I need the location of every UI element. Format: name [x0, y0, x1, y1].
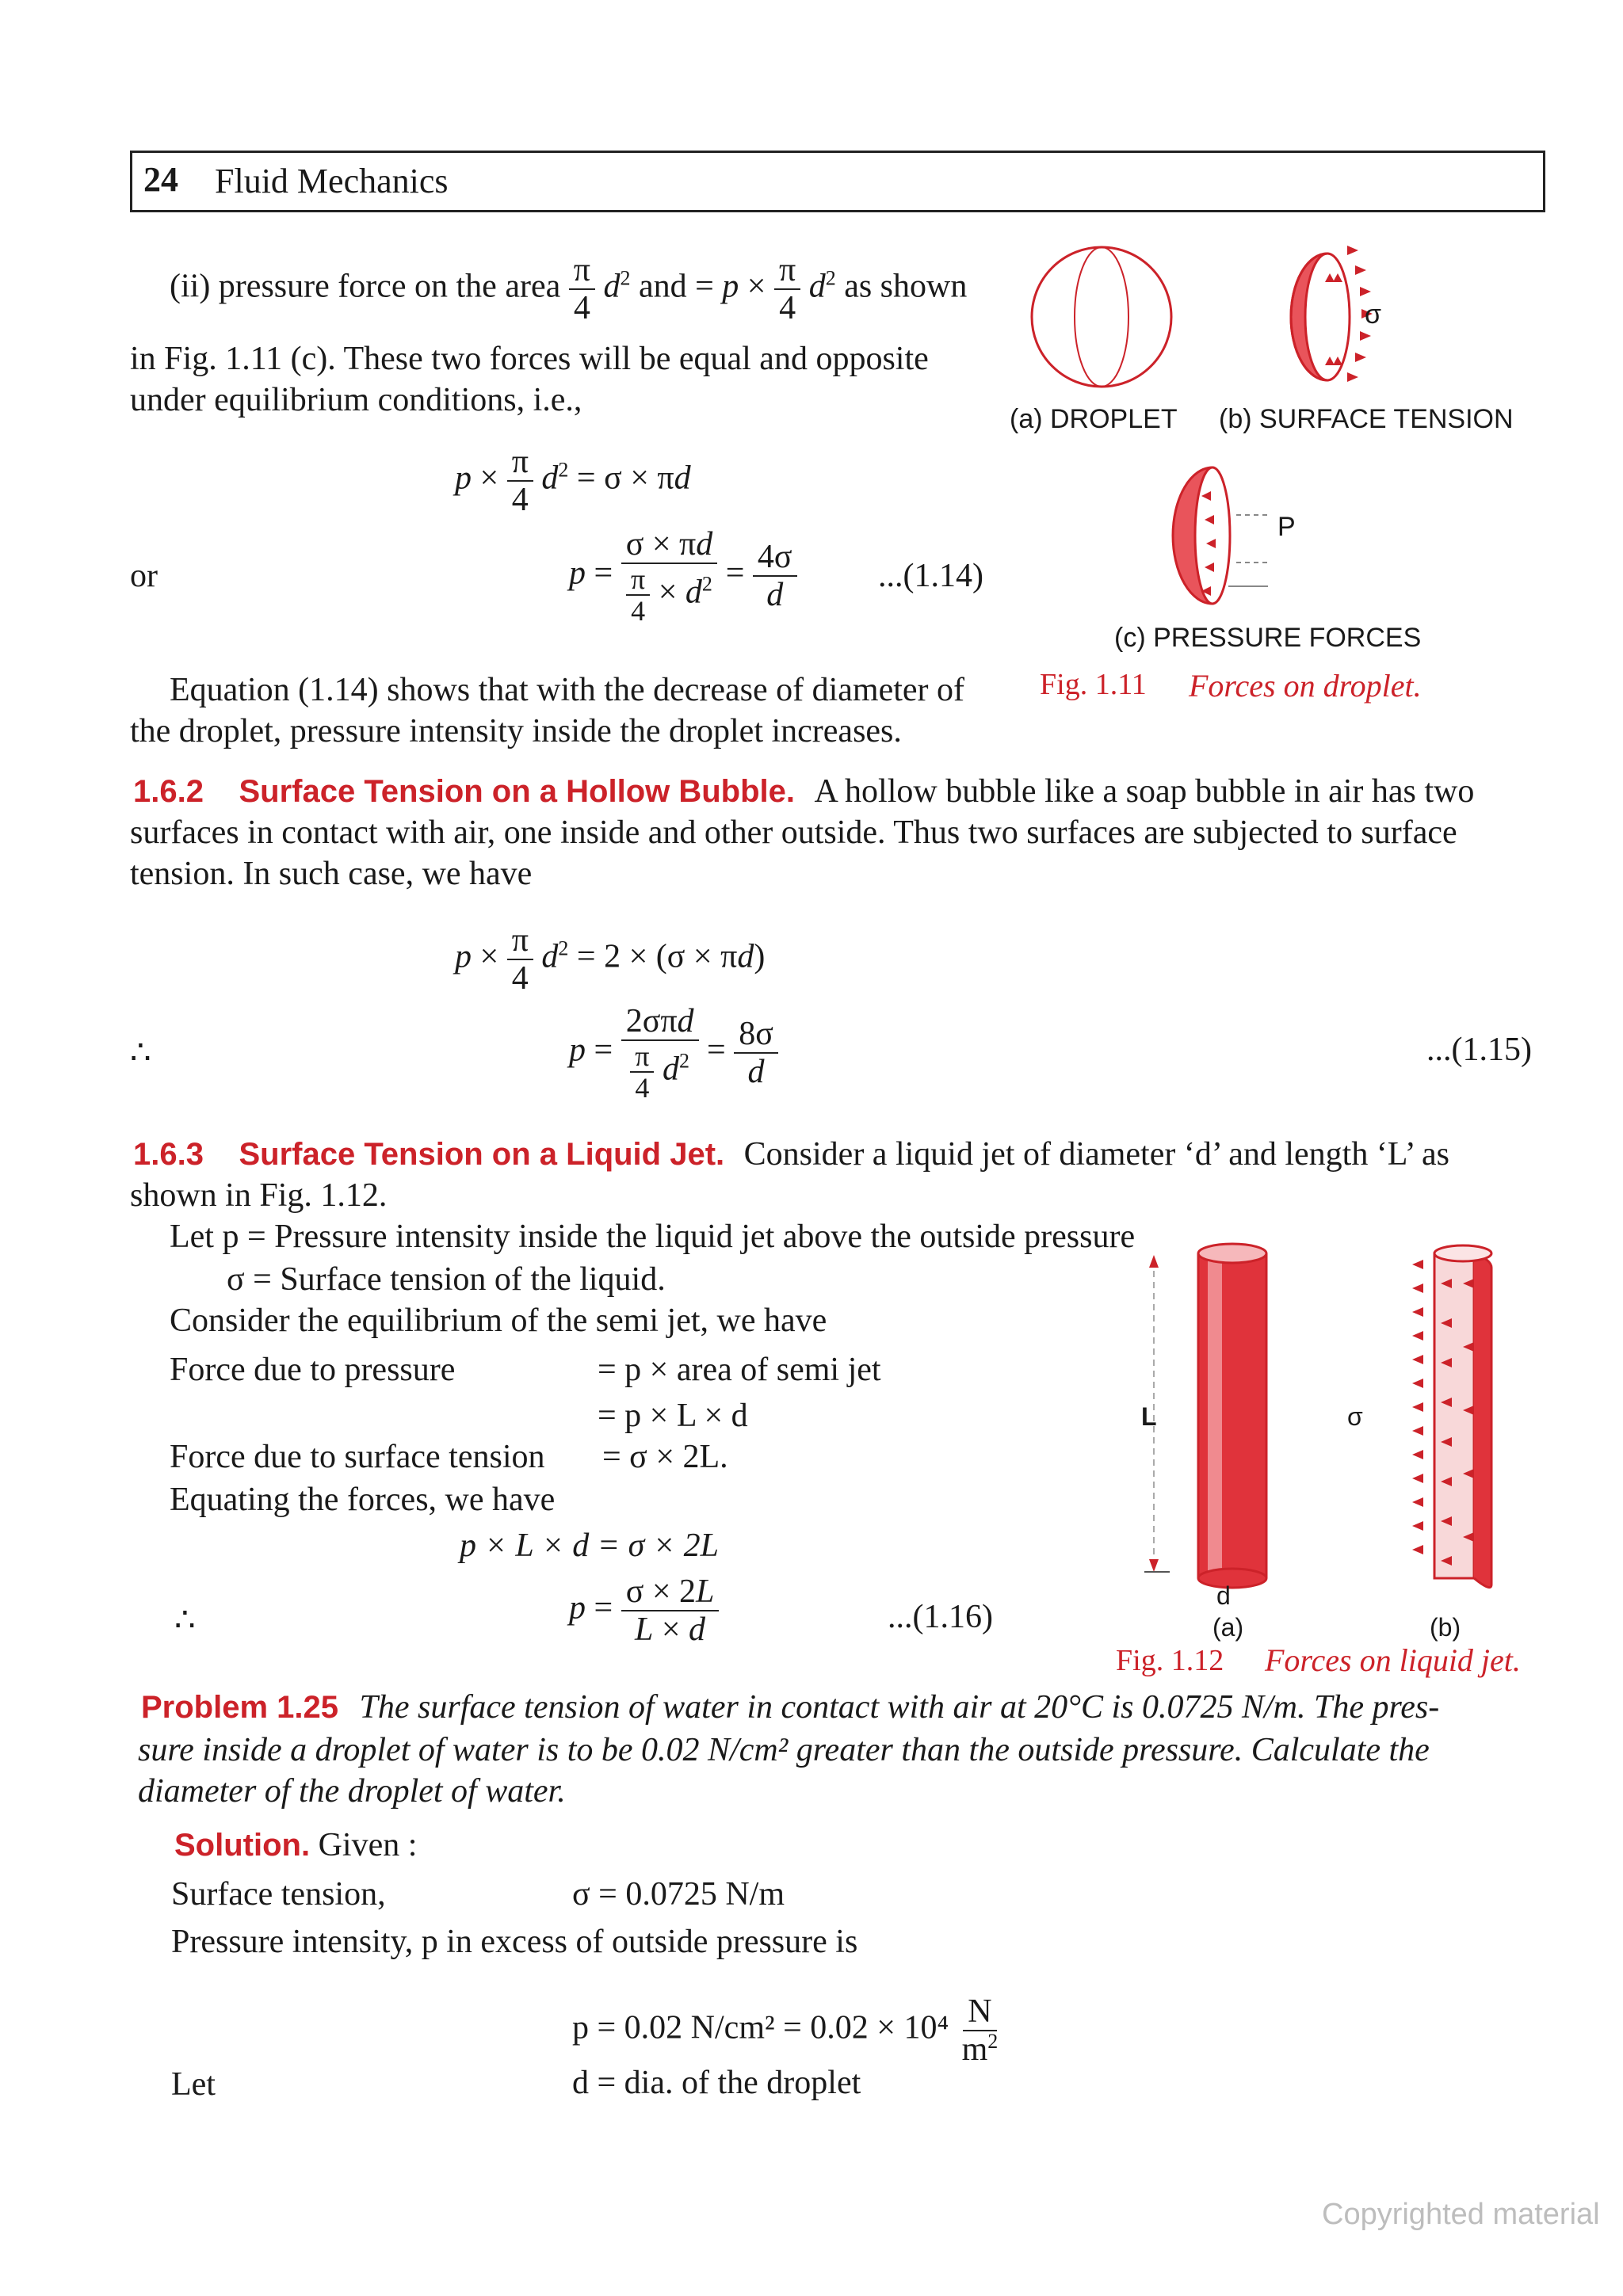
problem-text-1: The surface tension of water in contact with air at 20°C is 0.0725 N/m. The pres- [359, 1689, 1440, 1726]
book-title: Fluid Mechanics [215, 162, 449, 200]
section-1-6-3-title: Surface Tension on a Liquid Jet. [239, 1137, 725, 1172]
therefore-1-16: ∴ [174, 1602, 196, 1638]
consider-line: Consider the equilibrium of the semi jet, we have [170, 1302, 827, 1339]
fig-1-12-diagram [1125, 1236, 1553, 1608]
surface-tension-label: Surface tension, [171, 1876, 386, 1913]
therefore-1-15: ∴ [130, 1035, 151, 1071]
equation-1-15-tag: ...(1.15) [1426, 1032, 1532, 1068]
pressure-value-text: p = 0.02 N/cm² = 0.02 × 10⁴ [572, 2009, 949, 2046]
equation-bubble-balance: p × $\frac{\pi}{4}$ $d^2 = 2 \times (\sigma \times \pi d)$ [455, 922, 766, 997]
equation-1-16-tag: ...(1.16) [888, 1599, 993, 1635]
fig-1-12-label-b: (b) [1430, 1613, 1461, 1642]
conclusion-line-2: the droplet, pressure intensity inside the droplet increases. [130, 713, 902, 749]
section-1-6-2-title: Surface Tension on a Hollow Bubble. [239, 774, 796, 809]
solution-label: Solution. [174, 1828, 311, 1863]
equation-1-14: p = σ × πd $\frac{\pi}{4}$ × $d^2$ = $\frac{4\sigma}{d}$ [569, 526, 797, 626]
equation-1-14-tag: ...(1.14) [878, 558, 983, 594]
fig-1-12-label-a: (a) [1212, 1613, 1244, 1642]
section-1-6-2-body-3: tension. In such case, we have [130, 856, 533, 892]
fig-1-11-caption-text: Forces on droplet. [1189, 668, 1422, 704]
fig-1-11-caption-number: Fig. 1.11 [1040, 668, 1147, 701]
copyright-notice: Copyrighted material [1322, 2198, 1600, 2231]
sigma-definition: σ = Surface tension of the liquid. [227, 1261, 666, 1298]
section-1-6-2-body-1: A hollow bubble like a soap bubble in air has two [814, 773, 1475, 810]
force-pressure-value-2: = p × L × d [598, 1398, 748, 1434]
conclusion-line-1: Equation (1.14) shows that with the decrease of diameter of [170, 672, 965, 708]
or-label: or [130, 558, 158, 594]
section-1-6-2-number: 1.6.2 [133, 774, 204, 809]
fig-1-12-sigma: σ [1347, 1402, 1363, 1431]
fig-1-12-L-label: L [1141, 1402, 1157, 1431]
fig-1-12-caption-text: Forces on liquid jet. [1265, 1642, 1521, 1678]
intro-line-2: in Fig. 1.11 (c). These two forces will be equal and opposite [130, 341, 929, 377]
equation-1-16: p = $\frac{\sigma \times 2L}{L \times d}$ [569, 1573, 719, 1648]
equation-1-15: p = 2σπd $\frac{\pi}{4}$ $d^2$ = $\frac{8\sigma}{d}$ [569, 1003, 778, 1103]
pressure-value-equation: p = 0.02 N/cm² = 0.02 × 10⁴ $\frac{N}{m^2}$ [572, 1993, 999, 2068]
surface-tension-hemisphere [1291, 246, 1373, 382]
intro-line-1: (ii) pressure force on the area $\frac{\pi}{4}$ $d^2$ and = p × $\frac{\pi}{4}$ $d^2$ as shown [170, 252, 968, 326]
force-pressure-label: Force due to pressure [170, 1352, 456, 1388]
fig-1-12-d-label: d [1216, 1581, 1231, 1610]
force-tension-value: = σ × 2L. [602, 1439, 728, 1475]
given-label: Given : [318, 1827, 418, 1863]
problem-1-25-heading [141, 1686, 1439, 1729]
section-1-6-2-body-2: surfaces in contact with air, one inside and other outside. Thus two surfaces are subjected to surface [130, 814, 1457, 851]
section-1-6-3-body-2: shown in Fig. 1.12. [130, 1177, 388, 1214]
problem-text-3: diameter of the droplet of water. [138, 1773, 566, 1810]
diameter-definition: d = dia. of the droplet [572, 2065, 861, 2101]
section-1-6-3-number: 1.6.3 [133, 1137, 204, 1172]
equation-jet-balance: p × L × d = σ × 2L [460, 1527, 720, 1564]
pressure-intensity-line: Pressure intensity, p in excess of outside pressure is [171, 1924, 858, 1960]
equation-force-balance: p × $\frac{\pi}{4}$ $d^2 = \sigma \times \pi d$ [455, 444, 691, 518]
force-pressure-value-1: = p × area of semi jet [598, 1352, 881, 1388]
droplet-circle [1032, 247, 1171, 387]
intro-line-3: under equilibrium conditions, i.e., [130, 382, 582, 418]
fig-1-12-caption-number: Fig. 1.12 [1116, 1644, 1224, 1677]
section-1-6-3-heading [133, 1133, 1449, 1176]
equating-line: Equating the forces, we have [170, 1482, 556, 1518]
pressure-forces-hemisphere [1173, 467, 1268, 604]
surface-tension-value: σ = 0.0725 N/m [572, 1876, 785, 1913]
fig-1-11-label-a: (a) DROPLET [1010, 404, 1178, 434]
fig-1-11-sigma: σ [1365, 299, 1381, 330]
let-label: Let [171, 2066, 216, 2103]
fig-1-11-p-label: P [1277, 512, 1296, 542]
section-1-6-2-heading [133, 770, 1474, 813]
semi-jet [1412, 1245, 1491, 1588]
force-tension-label: Force due to surface tension [170, 1439, 545, 1475]
solution-heading [174, 1824, 417, 1867]
fig-1-11-label-c: (c) PRESSURE FORCES [1114, 623, 1422, 653]
problem-label: Problem 1.25 [141, 1690, 339, 1725]
let-p-definition: Let p = Pressure intensity inside the liquid jet above the outside pressure [170, 1219, 1136, 1255]
section-1-6-3-body-1: Consider a liquid jet of diameter ‘d’ and length ‘L’ as [743, 1136, 1449, 1173]
problem-text-2: sure inside a droplet of water is to be 0.02 N/cm² greater than the outside pressure. Calculate the [138, 1732, 1430, 1768]
liquid-jet-cylinder [1198, 1244, 1266, 1588]
fig-1-11-label-b: (b) SURFACE TENSION [1219, 404, 1514, 434]
page-number: 24 [143, 160, 178, 199]
page-header [130, 151, 1545, 212]
